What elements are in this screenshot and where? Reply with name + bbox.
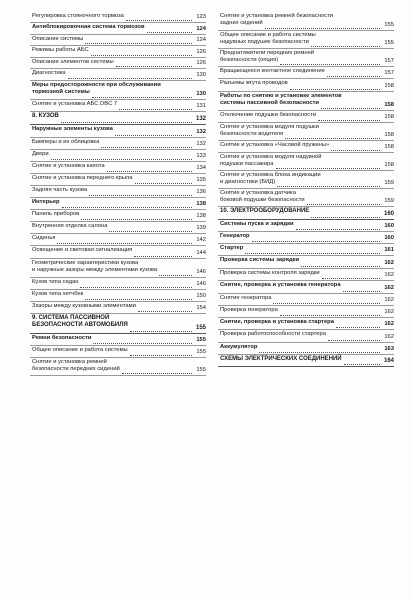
toc-leader-dots bbox=[85, 39, 192, 44]
toc-leader-dots bbox=[61, 118, 192, 123]
toc-entry bbox=[30, 112, 206, 125]
toc-entry bbox=[30, 58, 206, 69]
toc-entry-title: Диагностика bbox=[32, 70, 66, 76]
toc-entry bbox=[218, 12, 394, 31]
toc-entry bbox=[30, 46, 206, 58]
toc-entry-title: Разъемы жгута проводов bbox=[220, 80, 288, 86]
toc-entry bbox=[30, 35, 206, 46]
toc-entry bbox=[218, 269, 394, 281]
toc-entry bbox=[218, 207, 394, 220]
toc-leader-dots bbox=[80, 283, 192, 288]
toc-leader-dots bbox=[290, 85, 380, 90]
toc-entry-title: Снятие и установка «Часовой пружины» bbox=[220, 142, 330, 148]
toc-entry bbox=[218, 49, 394, 67]
toc-entry bbox=[30, 174, 206, 186]
toc-page-number: 131 bbox=[196, 102, 206, 109]
toc-leader-dots bbox=[81, 215, 192, 220]
toc-entry-title: Отключение подушки безопасности bbox=[220, 112, 317, 118]
toc-leader-dots bbox=[91, 51, 192, 56]
toc-entry bbox=[30, 81, 206, 100]
toc-page-number: 162 bbox=[384, 320, 394, 327]
toc-entry-title: Снятие и установка АБС DBC 7 bbox=[32, 101, 118, 107]
toc-leader-dots bbox=[138, 307, 192, 312]
toc-entry bbox=[30, 125, 206, 138]
toc-leader-dots bbox=[328, 336, 380, 341]
toc-entry bbox=[218, 141, 394, 153]
toc-entry bbox=[218, 67, 394, 79]
toc-page-number: 162 bbox=[384, 271, 394, 278]
toc-leader-dots bbox=[307, 200, 380, 205]
toc-entry-title: Режимы работы АБС bbox=[32, 47, 89, 53]
toc-leader-dots bbox=[331, 146, 380, 151]
toc-left-column bbox=[30, 12, 206, 376]
toc-leader-dots bbox=[130, 351, 192, 356]
toc-leader-dots bbox=[101, 143, 192, 148]
toc-page-number: 159 bbox=[384, 179, 394, 186]
toc-entry bbox=[218, 171, 394, 189]
toc-entry-title: Снятие и установка модуля надувной подушки пассажира bbox=[220, 154, 322, 167]
toc-entry bbox=[218, 123, 394, 141]
toc-entry-title: Меры предосторожности при обслуживании тормозной системы bbox=[32, 82, 161, 95]
toc-page-number: 157 bbox=[384, 57, 394, 64]
toc-entry-title: Снятие и установка блока индикации и диагностики (БИД) bbox=[220, 172, 321, 185]
toc-leader-dots bbox=[311, 213, 380, 218]
toc-entry-title: 10. ЭЛЕКТРООБОРУДОВАНИЕ bbox=[220, 208, 310, 214]
toc-page-number: 163 bbox=[384, 345, 394, 352]
toc-leader-dots bbox=[134, 252, 192, 257]
toc-page-number: 144 bbox=[196, 249, 206, 256]
toc-leader-dots bbox=[119, 105, 192, 110]
toc-page-number: 162 bbox=[384, 308, 394, 315]
toc-entry-title: Сиденья bbox=[32, 235, 56, 241]
toc-page-number: 162 bbox=[384, 296, 394, 303]
toc-page-number: 135 bbox=[196, 176, 206, 183]
toc-leader-dots bbox=[285, 134, 380, 139]
toc-page-number: 123 bbox=[196, 13, 206, 20]
toc-leader-dots bbox=[343, 287, 380, 292]
toc-leader-dots bbox=[311, 42, 380, 47]
toc-leader-dots bbox=[109, 227, 192, 232]
toc-leader-dots bbox=[344, 360, 380, 365]
toc-page-number: 136 bbox=[196, 188, 206, 195]
toc-entry bbox=[30, 138, 206, 150]
toc-entry bbox=[218, 111, 394, 123]
toc-entry bbox=[218, 92, 394, 111]
toc-entry bbox=[30, 100, 206, 112]
toc-entry-title: Задняя часть кузова bbox=[32, 187, 88, 193]
toc-entry-title: Системы пуска и зарядки bbox=[220, 221, 294, 227]
toc-entry bbox=[30, 358, 206, 376]
toc-entry bbox=[30, 246, 206, 259]
toc-leader-dots bbox=[277, 182, 380, 187]
toc-leader-dots bbox=[147, 28, 192, 33]
toc-leader-dots bbox=[322, 274, 380, 279]
toc-entry bbox=[218, 153, 394, 171]
toc-page-number: 155 bbox=[196, 336, 206, 343]
toc-leader-dots bbox=[51, 155, 192, 160]
toc-page-number: 132 bbox=[196, 128, 206, 135]
toc-leader-dots bbox=[116, 62, 192, 67]
toc-leader-dots bbox=[68, 74, 192, 79]
toc-page-number: 158 bbox=[384, 113, 394, 120]
toc-entry-title: Зазоры между кузовными элементами bbox=[32, 303, 136, 309]
toc-leader-dots bbox=[280, 311, 380, 316]
toc-leader-dots bbox=[135, 179, 193, 184]
toc-entry bbox=[30, 346, 206, 358]
toc-entry-title: 8. КУЗОВ bbox=[32, 113, 59, 119]
toc-entry bbox=[218, 306, 394, 318]
toc-entry bbox=[30, 12, 206, 23]
toc-page-number: 155 bbox=[195, 324, 206, 331]
toc-entry bbox=[30, 314, 206, 334]
toc-leader-dots bbox=[252, 237, 380, 242]
toc-entry bbox=[218, 294, 394, 306]
toc-page-number: 130 bbox=[196, 90, 206, 97]
toc-page-number: 124 bbox=[196, 25, 206, 32]
toc-leader-dots bbox=[89, 191, 192, 196]
toc-page-number: 154 bbox=[196, 304, 206, 311]
toc-page-number: 155 bbox=[196, 348, 206, 355]
toc-page-number: 157 bbox=[384, 69, 394, 76]
toc-entry-title: Преднатяжители передних ремней безопасности (опция) bbox=[220, 50, 315, 63]
toc-page-number: 158 bbox=[384, 131, 394, 138]
toc-leader-dots bbox=[115, 131, 192, 136]
toc-entry-title: Геометрические характеристики кузова и наружные зазоры между элементами кузова bbox=[32, 260, 158, 273]
toc-entry-title: Проверка генератора bbox=[220, 307, 278, 313]
toc-entry bbox=[30, 186, 206, 198]
toc-entry bbox=[30, 222, 206, 234]
toc-page-number: 161 bbox=[384, 246, 394, 253]
toc-entry bbox=[218, 318, 394, 330]
toc-leader-dots bbox=[276, 164, 381, 169]
toc-entry-title: Антиблокировочная система тормозов bbox=[32, 24, 145, 30]
toc-page-number: 138 bbox=[196, 200, 206, 207]
toc-leader-dots bbox=[259, 348, 380, 353]
toc-entry-title: Двери bbox=[32, 151, 49, 157]
toc-entry bbox=[30, 162, 206, 174]
toc-leader-dots bbox=[296, 225, 380, 230]
toc-entry-title: Кузов типа хетчбек bbox=[32, 291, 84, 297]
toc-entry-title: Снятие и установка капота bbox=[32, 163, 105, 169]
toc-entry-title: Кузов типа седан bbox=[32, 279, 79, 285]
toc-entry-title: Бамперы и их облицовка bbox=[32, 139, 100, 145]
toc-entry-title: Стартер bbox=[220, 245, 244, 251]
toc-entry-title: Общее описание и работа системы надувных подушек безопасности bbox=[220, 32, 316, 45]
toc-leader-dots bbox=[126, 16, 192, 21]
toc-leader-dots bbox=[130, 327, 192, 332]
toc-leader-dots bbox=[107, 167, 192, 172]
toc-entry-title: Ремни безопасности bbox=[32, 335, 92, 341]
toc-leader-dots bbox=[265, 24, 380, 29]
toc-entry-title: Снятие и установка датчика боковой подушки безопасности bbox=[220, 190, 305, 203]
toc-entry-title: Снятие и установка модуля подушки безопасности водителя bbox=[220, 124, 319, 137]
toc-page-number: 160 bbox=[384, 222, 394, 229]
toc-page-number: 155 bbox=[384, 21, 394, 28]
toc-entry-title: Проверка системы зарядки bbox=[220, 257, 300, 263]
toc-leader-dots bbox=[336, 323, 380, 328]
toc-page-number: 162 bbox=[384, 284, 394, 291]
toc-leader-dots bbox=[280, 60, 380, 65]
toc-entry-title: СХЕМЫ ЭЛЕКТРИЧЕСКИХ СОЕДИНЕНИЙ bbox=[220, 356, 342, 362]
toc-page-number: 132 bbox=[196, 140, 206, 147]
toc-page-number: 126 bbox=[196, 59, 206, 66]
toc-entry-title: Описание системы bbox=[32, 36, 84, 42]
toc-entry bbox=[218, 343, 394, 355]
toc-entry-title: Регулировка стояночного тормоза bbox=[32, 13, 124, 19]
toc-entry bbox=[218, 232, 394, 244]
toc-leader-dots bbox=[92, 93, 192, 98]
toc-page-number: 155 bbox=[384, 39, 394, 46]
toc-entry bbox=[218, 256, 394, 269]
toc-page-number: 158 bbox=[384, 143, 394, 150]
toc-entry bbox=[30, 259, 206, 278]
toc-entry-title: Снятие генератора bbox=[220, 295, 272, 301]
toc-entry bbox=[30, 198, 206, 210]
toc-entry bbox=[218, 355, 394, 367]
toc-entry bbox=[30, 334, 206, 346]
toc-entry bbox=[218, 244, 394, 256]
toc-entry bbox=[30, 23, 206, 35]
toc-entry-title: Снятие, проверка и установка генератора bbox=[220, 282, 341, 288]
toc-entry-title: Аккумулятор bbox=[220, 344, 258, 350]
toc-entry bbox=[218, 281, 394, 294]
toc-entry bbox=[30, 210, 206, 222]
toc-entry-title: Снятие и установка переднего крыла bbox=[32, 175, 133, 181]
toc-page-number: 164 bbox=[383, 357, 394, 364]
toc-page-number: 134 bbox=[196, 164, 206, 171]
toc-page-number: 150 bbox=[196, 292, 206, 299]
toc-entry-title: Освещение и световая сигнализация bbox=[32, 247, 133, 253]
toc-entry bbox=[218, 189, 394, 207]
toc-page-number: 126 bbox=[196, 48, 206, 55]
toc-entry-title: Вращающееся контактное соединение bbox=[220, 68, 325, 74]
toc-page-number: 132 bbox=[195, 115, 206, 122]
toc-page-number: 162 bbox=[384, 259, 394, 266]
toc-leader-dots bbox=[301, 262, 380, 267]
toc-page-number: 124 bbox=[196, 36, 206, 43]
toc-leader-dots bbox=[327, 72, 380, 77]
toc-entry bbox=[218, 79, 394, 92]
toc-entry-title: Описание элементов системы bbox=[32, 59, 114, 65]
toc-entry bbox=[30, 234, 206, 246]
toc-entry bbox=[30, 150, 206, 162]
toc-leader-dots bbox=[122, 369, 192, 374]
toc-entry-title: Проверка системы контроля зарядки bbox=[220, 270, 320, 276]
toc-page-number: 160 bbox=[383, 210, 394, 217]
toc-leader-dots bbox=[321, 104, 380, 109]
toc-page-number: 158 bbox=[384, 82, 394, 89]
toc-entry-title: Интерьер bbox=[32, 199, 60, 205]
toc-page-number: 142 bbox=[196, 236, 206, 243]
toc-entry bbox=[218, 330, 394, 343]
toc-leader-dots bbox=[62, 203, 192, 208]
toc-page-number: 159 bbox=[384, 197, 394, 204]
toc-right-column bbox=[218, 12, 394, 367]
toc-leader-dots bbox=[93, 339, 192, 344]
toc-leader-dots bbox=[318, 116, 380, 121]
toc-entry bbox=[30, 278, 206, 290]
toc-page-number: 139 bbox=[196, 224, 206, 231]
toc-page-number: 160 bbox=[384, 234, 394, 241]
toc-page-number: 146 bbox=[196, 280, 206, 287]
toc-entry-title: Панель приборов bbox=[32, 211, 80, 217]
toc-leader-dots bbox=[85, 295, 192, 300]
toc-entry-title: Снятие, проверка и установка стартера bbox=[220, 319, 334, 325]
toc-page-number: 138 bbox=[196, 212, 206, 219]
toc-page-number: 158 bbox=[384, 161, 394, 168]
toc-entry bbox=[30, 302, 206, 314]
toc-entry bbox=[30, 69, 206, 81]
toc-entry-title: Внутренняя отделка салона bbox=[32, 223, 108, 229]
toc-leader-dots bbox=[245, 249, 380, 254]
toc-leader-dots bbox=[57, 239, 192, 244]
toc-entry-title: Снятие и установка ремней безопасности задних сидений bbox=[220, 13, 334, 26]
toc-page-number: 133 bbox=[196, 152, 206, 159]
toc-entry-title: Снятие и установка ремней безопасности передних сидений bbox=[32, 359, 120, 372]
toc-entry-title: Генератор bbox=[220, 233, 250, 239]
toc-entry-title: Проверка работоспособности стартера bbox=[220, 331, 326, 337]
toc-leader-dots bbox=[273, 299, 380, 304]
toc-entry bbox=[218, 31, 394, 49]
toc-page-number: 146 bbox=[196, 268, 206, 275]
toc-leader-dots bbox=[159, 271, 192, 276]
toc-entry-title: Наружные элементы кузова bbox=[32, 126, 113, 132]
toc-entry bbox=[30, 290, 206, 302]
toc-page-number: 155 bbox=[196, 366, 206, 373]
toc-entry-title: 9. СИСТЕМА ПАССИВНОЙ БЕЗОПАСНОСТИ АВТОМОБИЛЯ bbox=[32, 315, 128, 328]
toc-page-number: 158 bbox=[384, 101, 394, 108]
toc-entry-title: Работы по снятию и установке элементов системы пассивной безопасности bbox=[220, 93, 342, 106]
toc-entry bbox=[218, 220, 394, 232]
toc-entry-title: Общее описание и работа системы bbox=[32, 347, 128, 353]
toc-page-number: 130 bbox=[196, 71, 206, 78]
toc-page-number: 162 bbox=[384, 333, 394, 340]
